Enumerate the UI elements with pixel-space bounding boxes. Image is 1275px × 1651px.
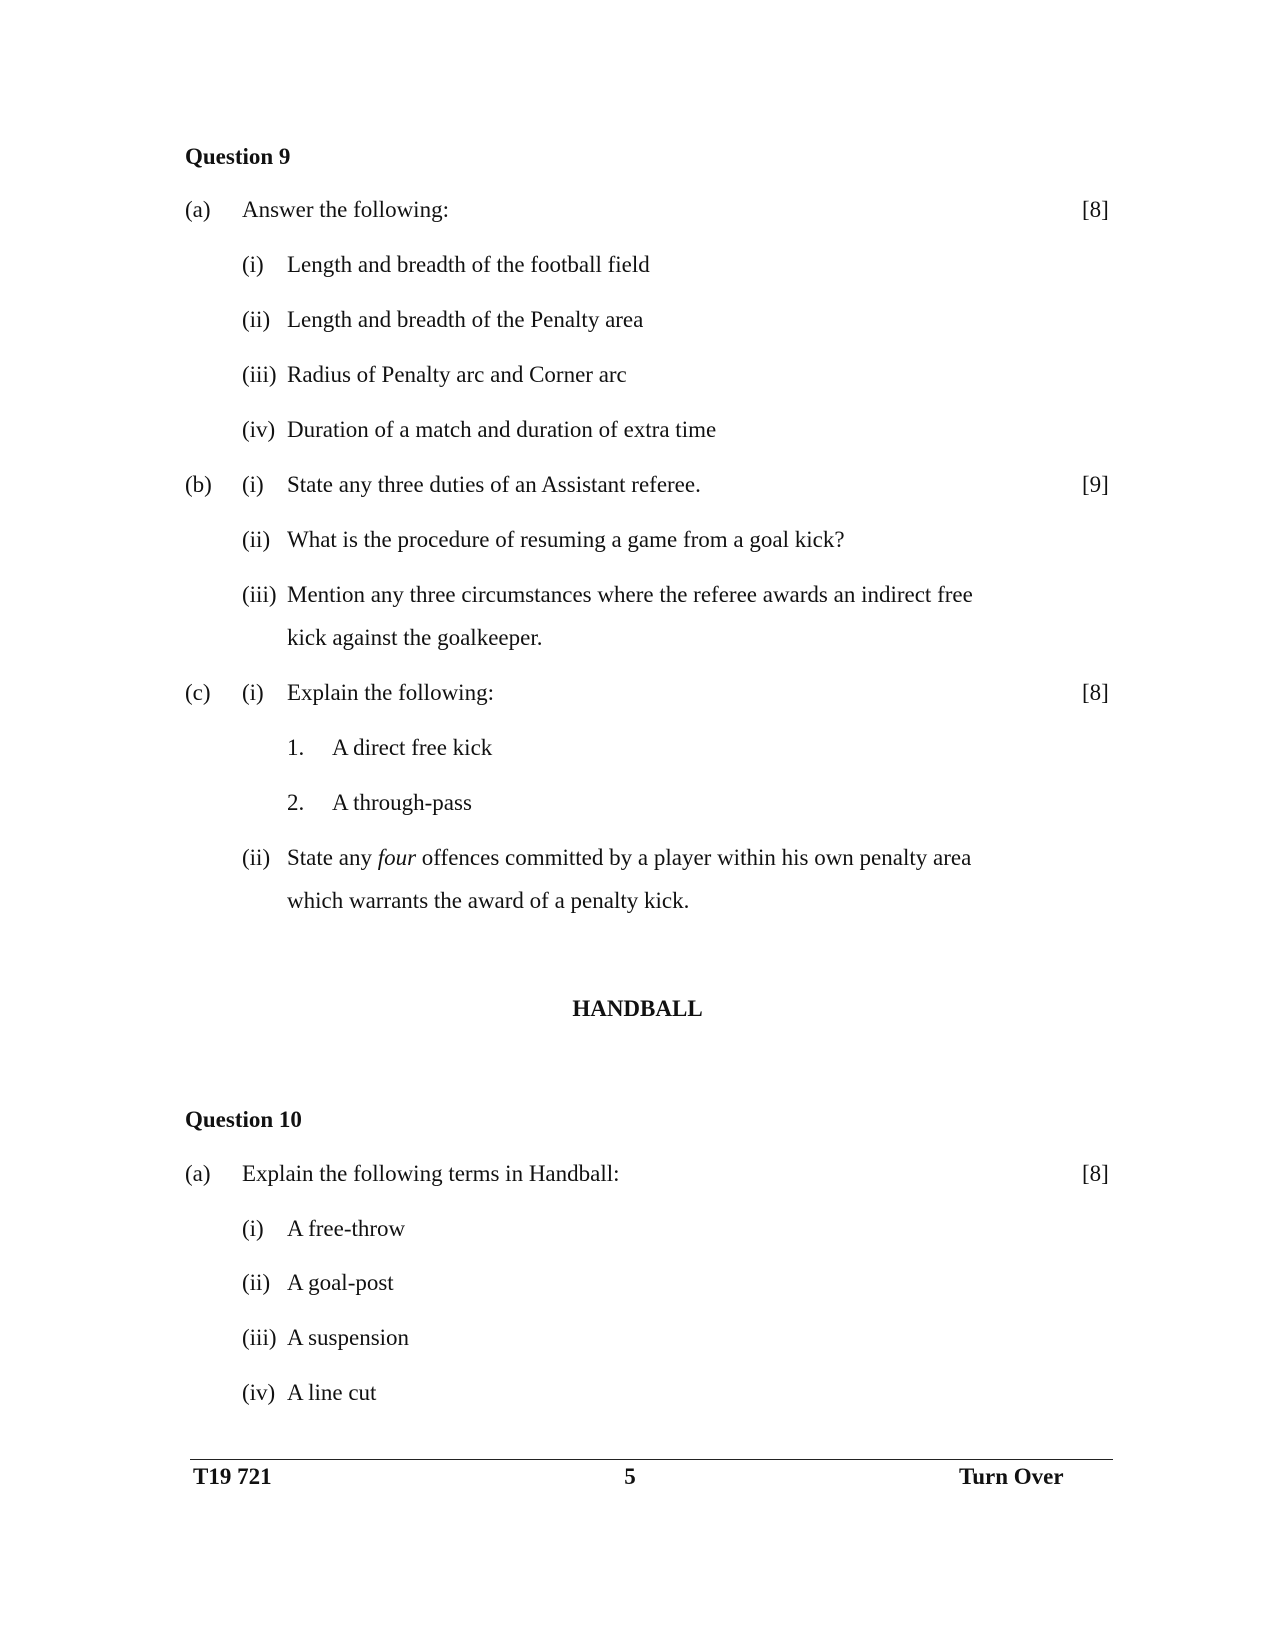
q9-a-ii-text: Length and breadth of the Penalty area — [287, 307, 644, 332]
q9-c-i-2-text: A through-pass — [332, 790, 472, 815]
q9-c-i-1-label: 1. — [287, 735, 305, 760]
q9-b-iii-text: Mention any three circumstances where the referee awards an indirect free — [287, 582, 973, 607]
q9-b-ii-text: What is the procedure of resuming a game from a goal kick? — [287, 527, 845, 552]
footer-turn-over: Turn Over — [959, 1464, 1064, 1489]
q10-a-iv-text: A line cut — [287, 1380, 377, 1405]
q10-a-iv-label: (iv) — [242, 1380, 276, 1405]
q10-a-ii-text: A goal-post — [287, 1270, 394, 1295]
question-9-heading: Question 9 — [185, 144, 291, 169]
q9-b-i-label: (i) — [242, 472, 264, 497]
question-10-heading: Question 10 — [185, 1107, 302, 1132]
q10-a-label: (a) — [185, 1161, 211, 1186]
q9-a-i-text: Length and breadth of the football field — [287, 252, 650, 277]
q9-a-iv-label: (iv) — [242, 417, 276, 442]
q10-a-marks: [8] — [1082, 1161, 1109, 1186]
section-title: HANDBALL — [572, 996, 703, 1021]
q9-a-label: (a) — [185, 197, 211, 222]
q9-b-marks: [9] — [1082, 472, 1109, 497]
footer-divider — [190, 1459, 1113, 1460]
q9-b-iii-text-cont: kick against the goalkeeper. — [287, 625, 543, 650]
q10-a-iii-text: A suspension — [287, 1325, 410, 1350]
q9-b-iii-label: (iii) — [242, 582, 277, 607]
q9-c-i-1-text: A direct free kick — [332, 735, 493, 760]
q9-a-iii-label: (iii) — [242, 362, 277, 387]
q9-a-ii-label: (ii) — [242, 307, 271, 332]
footer-page-number: 5 — [624, 1464, 636, 1489]
q9-c-ii-text-after: offences committed by a player within his own penalty area — [416, 845, 972, 870]
q9-a-i-label: (i) — [242, 252, 264, 277]
q10-a-iii-label: (iii) — [242, 1325, 277, 1350]
q9-c-i-2-label: 2. — [287, 790, 305, 815]
q10-a-i-label: (i) — [242, 1216, 264, 1241]
q10-a-text: Explain the following terms in Handball: — [242, 1161, 620, 1186]
q9-a-iii-text: Radius of Penalty arc and Corner arc — [287, 362, 627, 387]
q9-b-label: (b) — [185, 472, 212, 497]
q9-c-ii-text-emphasis: four — [377, 845, 417, 870]
q9-c-ii-text — [287, 844, 971, 872]
q9-c-i-label: (i) — [242, 680, 264, 705]
q9-c-ii-label: (ii) — [242, 845, 271, 870]
q10-a-ii-label: (ii) — [242, 1270, 271, 1295]
q9-c-i-text: Explain the following: — [287, 680, 494, 705]
q9-b-i-text: State any three duties of an Assistant referee. — [287, 472, 701, 497]
q9-c-marks: [8] — [1082, 680, 1109, 705]
q9-c-ii-text-cont: which warrants the award of a penalty kick. — [287, 888, 690, 913]
q9-b-ii-label: (ii) — [242, 527, 271, 552]
q10-a-i-text: A free-throw — [287, 1216, 406, 1241]
footer-code: T19 721 — [193, 1464, 272, 1489]
q9-a-text: Answer the following: — [242, 197, 449, 222]
q9-c-label: (c) — [185, 680, 211, 705]
q9-a-iv-text: Duration of a match and duration of extra time — [287, 417, 717, 442]
q9-a-marks: [8] — [1082, 197, 1109, 222]
q9-c-ii-text-before: State any — [287, 845, 378, 870]
